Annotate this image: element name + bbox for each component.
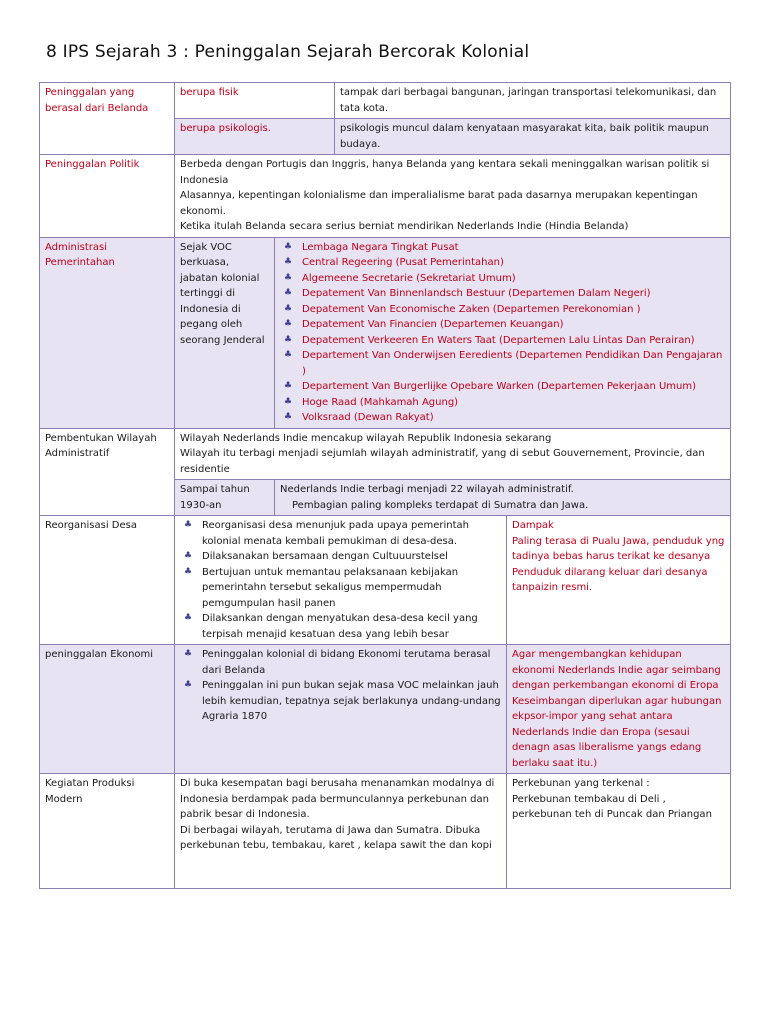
club-bullet-icon: ♣ [284, 350, 293, 360]
produksi-right-line: Perkebunan yang terkenal : [512, 778, 650, 789]
desa-dampak [507, 516, 731, 645]
list-item: ♣ Central Regeering (Pusat Pemerintahan) [280, 255, 725, 271]
club-bullet-icon: ♣ [184, 520, 193, 530]
dampak-title: Dampak [512, 520, 554, 531]
list-item: ♣ Peninggalan ini pun bukan sejak masa VOC melainkan jauh lebih kemudian, tepatnya sejak berlakunya undang-undang Agraria 1870 [184, 680, 501, 722]
list-item: ♣ Volksraad (Dewan Rakyat) [280, 410, 725, 426]
ekonomi-right-line: Agar mengembangkan kehidupan ekonomi Nederlands Indie agar seimbang dengan perkembangan ekonomi di Eropa [512, 649, 721, 691]
club-bullet-icon: ♣ [184, 680, 193, 690]
produksi-label: Kegiatan Produksi Modern [40, 774, 175, 889]
history-table [39, 82, 731, 889]
fisik-text: tampak dari berbagai bangunan, jaringan transportasi telekomunikasi, dan tata kota. [335, 83, 731, 119]
dampak-line: Penduduk dilarang keluar dari desanya tanpaizin resmi. [512, 566, 708, 593]
club-bullet-icon: ♣ [284, 319, 293, 329]
club-bullet-icon: ♣ [184, 551, 193, 561]
list-item: ♣ Depatement Verkeeren En Waters Taat (Departemen Lalu Lintas Dan Perairan) [280, 333, 725, 349]
administrasi-desc: Sejak VOC berkuasa, jabatan kolonial tertinggi di Indonesia di pegang oleh seorang Jenderal [175, 237, 275, 428]
list-item: ♣ Lembaga Negara Tingkat Pusat [280, 240, 725, 256]
club-bullet-icon: ♣ [284, 303, 293, 314]
desa-list [175, 516, 507, 645]
wilayah-label: Pembentukan Wilayah Administratif [40, 428, 175, 516]
dampak-line: Paling terasa di Pualu Jawa, penduduk yng tadinya bebas harus terikat ke desanya [512, 535, 725, 562]
politik-label: Peninggalan Politik [40, 155, 175, 238]
list-item: ♣ Reorganisasi desa menunjuk pada upaya pemerintah kolonial menata kembali pemukiman di desa-desa. [184, 520, 469, 547]
politik-text [175, 155, 731, 238]
club-bullet-icon: ♣ [184, 613, 193, 623]
list-item: ♣ Depatement Van Binnenlandsch Bestuur (Departemen Dalam Negeri) [280, 286, 725, 302]
produksi-right-line: Perkebunan tembakau di Deli , [512, 793, 666, 805]
wilayah-detail-line: Nederlands Indie terbagi menjadi 22 wilayah administratif. [280, 484, 574, 495]
fisik-label: berupa fisik [175, 83, 335, 119]
produksi-right-line: perkebunan teh di Puncak dan Priangan [512, 809, 712, 820]
produksi-line: Di berbagai wilayah, terutama di Jawa dan Sumatra. Dibuka perkebunan tebu, tembakau, karet , kelapa sawit the dan kopi [180, 824, 492, 851]
row-desa [40, 516, 731, 645]
belanda-label: Peninggalan yang berasal dari Belanda [40, 83, 175, 155]
list-item: ♣ Dilaksanakan bersamaan dengan Cultuuurstelsel [180, 549, 501, 565]
club-bullet-icon: ♣ [284, 241, 293, 252]
produksi-text [175, 774, 507, 889]
administrasi-label: Administrasi Pemerintahan [40, 237, 175, 428]
psikologis-text: psikologis muncul dalam kenyataan masyarakat kita, baik politik maupun budaya. [335, 119, 731, 155]
produksi-right [507, 774, 731, 889]
list-item: ♣ Bertujuan untuk memantau pelaksanaan kebijakan pemerintahn tersebut sekaligus mempermudah pemgumpulan hasil panen [184, 566, 459, 609]
row-ekonomi [40, 645, 731, 774]
list-item: ♣ Algemeene Secretarie (Sekretariat Umum) [280, 271, 725, 287]
ekonomi-right [507, 645, 731, 774]
ekonomi-label: peninggalan Ekonomi [40, 645, 175, 774]
list-item: ♣ Peninggalan kolonial di bidang Ekonomi terutama berasal dari Belanda [184, 649, 491, 676]
club-bullet-icon: ♣ [284, 272, 293, 283]
club-bullet-icon: ♣ [284, 334, 293, 345]
wilayah-year: Sampai tahun 1930-an [175, 480, 275, 516]
row-produksi [40, 774, 731, 889]
club-bullet-icon: ♣ [284, 412, 293, 422]
club-bullet-icon: ♣ [284, 381, 293, 391]
politik-line: Berbeda dengan Portugis dan Inggris, hanya Belanda yang kentara sekali meninggalkan warisan politik si Indonesia [180, 159, 710, 186]
psikologis-label: berupa psikologis. [175, 119, 335, 155]
club-bullet-icon: ♣ [284, 257, 293, 267]
administrasi-list [275, 237, 731, 428]
page-title: 8 IPS Sejarah 3 : Peninggalan Sejarah Bercorak Kolonial [46, 42, 530, 62]
row-belanda-fisik [40, 83, 731, 119]
wilayah-line: Wilayah itu terbagi menjadi sejumlah wilayah administratif, yang di sebut Gouvernement, Provincie, dan residentie [180, 448, 705, 475]
club-bullet-icon: ♣ [284, 288, 293, 298]
list-item: ♣ Departement Van Burgerlijke Opebare Warken (Departemen Pekerjaan Umum) [280, 379, 725, 395]
wilayah-text [175, 428, 731, 480]
club-bullet-icon: ♣ [184, 566, 193, 577]
club-bullet-icon: ♣ [184, 649, 193, 659]
desa-label: Reorganisasi Desa [40, 516, 175, 645]
list-item: ♣ Dilaksankan dengan menyatukan desa-desa kecil yang terpisah menajid kesatuan desa yang lebih besar [184, 613, 478, 640]
row-politik [40, 155, 731, 238]
row-administrasi [40, 237, 731, 428]
ekonomi-list [175, 645, 507, 774]
politik-line: Ketika itulah Belanda secara serius berniat mendirikan Nederlands Indie (Hindia Belanda) [180, 221, 629, 232]
wilayah-detail-line: Pembagian paling kompleks terdapat di Sumatra dan Jawa. [292, 499, 589, 511]
produksi-line: Di buka kesempatan bagi berusaha menanamkan modalnya di Indonesia berdampak pada bermunculannya perkebunan dan pabrik besar di Indonesia. [180, 778, 495, 820]
wilayah-line: Wilayah Nederlands Indie mencakup wilayah Republik Indonesia sekarang [180, 432, 552, 444]
ekonomi-right-line: Keseimbangan diperlukan agar hubungan ekpsor-impor yang sehat antara Nederlands Indie dan Eropa (sesaui denagn asas liberalisme yangs edang berlaku saat itu.) [512, 695, 722, 769]
list-item: ♣ Departement Van Onderwijsen Eeredients (Departemen Pendidikan Dan Pengajaran ) [284, 350, 723, 377]
list-item: ♣ Depatement Van Economische Zaken (Departemen Perekonomian ) [280, 302, 725, 318]
politik-line: Alasannya, kepentingan kolonialisme dan imperalialisme barat pada dasarnya merupakan kepentingan ekonomi. [180, 190, 698, 217]
wilayah-detail [275, 480, 731, 516]
row-wilayah [40, 428, 731, 480]
list-item: ♣ Depatement Van Financien (Departemen Keuangan) [280, 317, 725, 333]
club-bullet-icon: ♣ [284, 396, 293, 407]
list-item: ♣ Hoge Raad (Mahkamah Agung) [280, 395, 725, 411]
